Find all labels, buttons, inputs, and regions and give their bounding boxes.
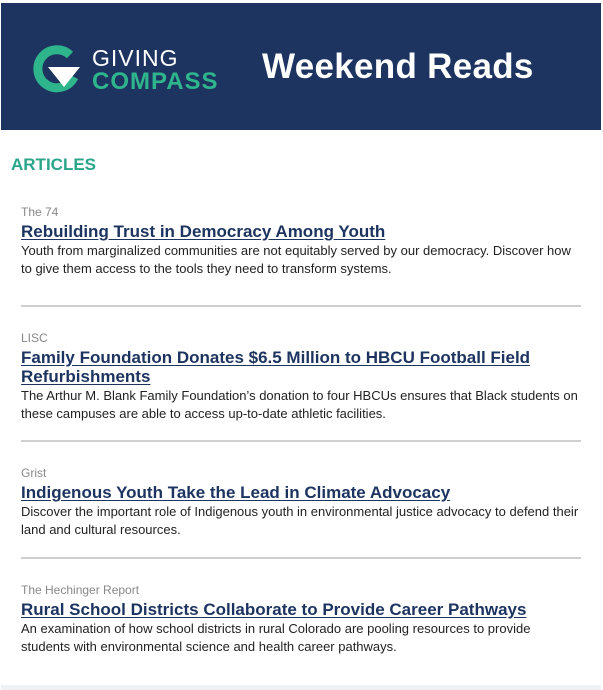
article-item (21, 331, 581, 423)
article-summary: Youth from marginalized communities are not equitably served by our democracy. Discover how to give them access to the tools they need to transform systems. (21, 243, 571, 276)
article-summary: Discover the important role of Indigenous youth in environmental justice advocacy to defend their land and cultural resources. (21, 504, 579, 537)
article-summary: An examination of how school districts in rural Colorado are pooling resources to provide students with environmental science and health career pathways. (21, 621, 531, 654)
compass-g-icon (30, 45, 86, 97)
article-source: LISC (21, 331, 48, 345)
article-summary: The Arthur M. Blank Family Foundation’s donation to four HBCUs ensures that Black students on these campuses are able to access up-to-date athletic facilities. (21, 388, 578, 421)
newsletter-title: Weekend Reads (262, 47, 534, 86)
section-heading-articles: ARTICLES (11, 155, 96, 174)
article-source: The Hechinger Report (21, 583, 140, 597)
article-item (21, 466, 581, 539)
footer-strip (1, 685, 601, 690)
article-title-link[interactable]: Rural School Districts Collaborate to Provide Career Pathways (21, 600, 527, 619)
logo-text-giving: GIVING (92, 45, 179, 71)
article-divider (21, 305, 581, 307)
giving-compass-logo[interactable] (30, 45, 230, 97)
logo-text-compass: COMPASS (92, 68, 219, 95)
article-title-link[interactable]: Indigenous Youth Take the Lead in Climate Advocacy (21, 483, 451, 502)
article-item (21, 205, 581, 278)
article-item (21, 583, 581, 656)
article-title-link[interactable]: Family Foundation Donates $6.5 Million to HBCU Football Field Refurbishments (21, 348, 531, 386)
email-header-banner (1, 3, 601, 130)
article-divider (21, 557, 581, 559)
article-source: The 74 (21, 205, 59, 219)
article-source: Grist (21, 466, 47, 480)
article-divider (21, 440, 581, 442)
article-title-link[interactable]: Rebuilding Trust in Democracy Among Youth (21, 222, 386, 241)
